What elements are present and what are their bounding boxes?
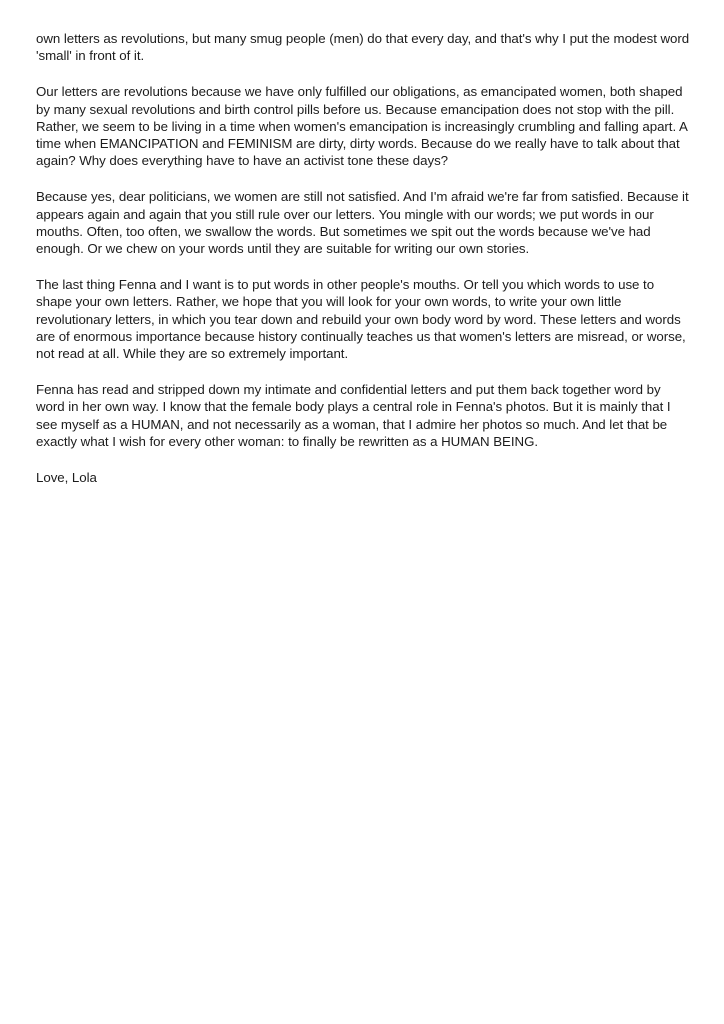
letter-paragraph: Because yes, dear politicians, we women are still not satisfied. And I'm afraid we're far from satisfied. Because it appears again and again that you still rule over our letters. You mingle with our words; we put words in our mouths. Often, too often, we swallow the words. But sometimes we spit out the words because we've had enough. Or we chew on your words until they are suitable for writing our own stories. — [36, 189, 689, 257]
letter-paragraph: Our letters are revolutions because we have only fulfilled our obligations, as emancipated women, both shaped by many sexual revolutions and birth control pills before us. Because emancipation does not stop with the pill. Rather, we seem to be living in a time when women's emancipation is increasingly crumbling and falling apart. A time when EMANCIPATION and FEMINISM are dirty, dirty words. Because do we really have to talk about that again? Why does everything have to have an activist tone these days? — [36, 84, 688, 169]
letter-paragraph-continuation: own letters as revolutions, but many smug people (men) do that every day, and that's why I put the modest word 'small' in front of it. — [36, 31, 690, 64]
letter-paragraph: The last thing Fenna and I want is to put words in other people's mouths. Or tell you which words to use to shape your own letters. Rather, we hope that you will look for your own words, to write your own little revolutionary letters, in which you tear down and rebuild your own body word by word. These letters and words are of enormous importance because history continually teaches us that women's letters are misread, or worse, not read at all. While they are so extremely important. — [36, 277, 686, 362]
letter-paragraph: Fenna has read and stripped down my intimate and confidential letters and put them back together word by word in her own way. I know that the female body plays a central role in Fenna's photos. But it is mainly that I see myself as a HUMAN, and not necessarily as a woman, that I admire her photos so much. And let that be exactly what I wish for every other woman: to finally be rewritten as a HUMAN BEING. — [36, 382, 671, 449]
closing-signature: Love, Lola — [36, 470, 97, 486]
